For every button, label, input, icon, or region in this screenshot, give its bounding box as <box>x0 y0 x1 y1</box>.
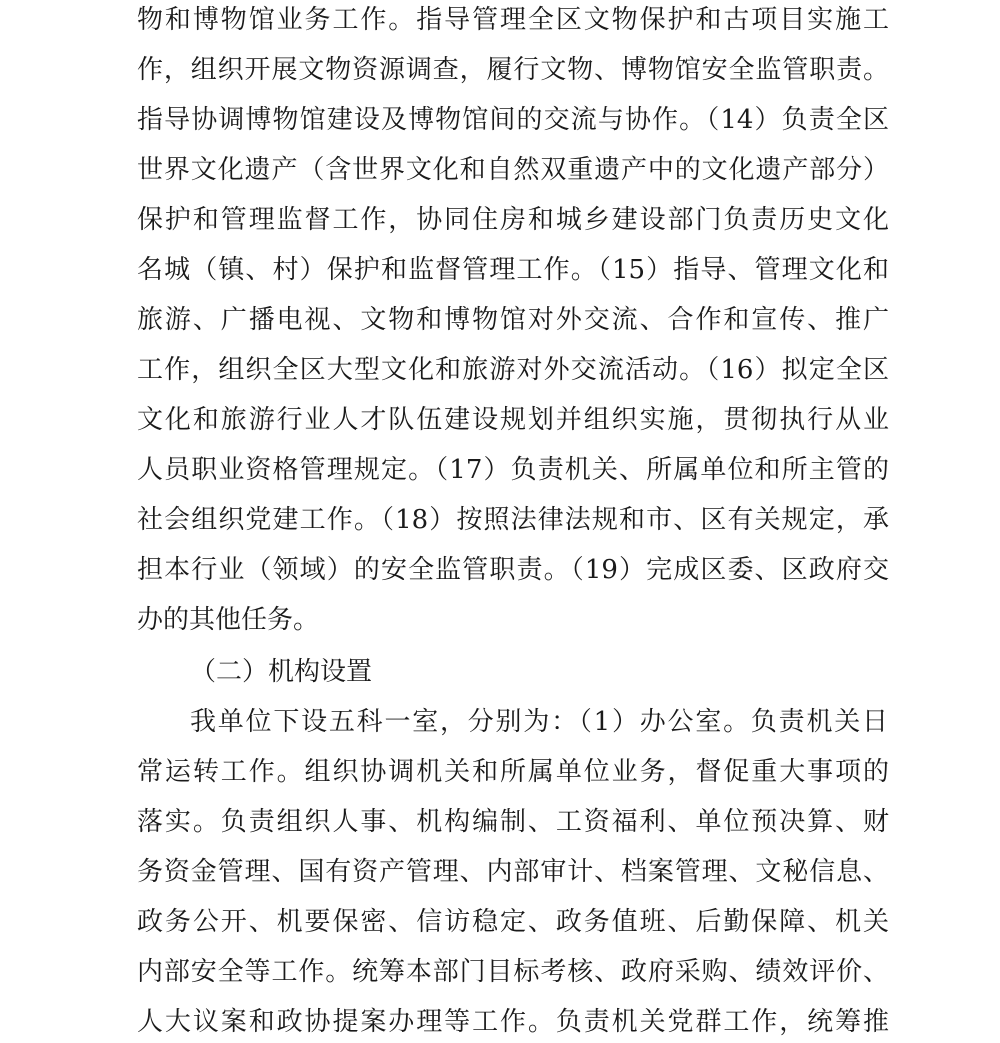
section-line-6: 内部安全等工作。统筹本部门目标考核、政府采购、绩效评价、 <box>137 957 889 987</box>
body-line-12: 担本行业（领域）的安全监管职责。（19）完成区委、区政府交 <box>137 555 889 585</box>
section-heading: （二）机构设置 <box>190 657 373 687</box>
body-line-1: 物和博物馆业务工作。指导管理全区文物保护和古项目实施工 <box>137 5 889 35</box>
body-line-2: 作，组织开展文物资源调查，履行文物、博物馆安全监管职责。 <box>137 55 889 85</box>
body-line-9: 文化和旅游行业人才队伍建设规划并组织实施，贯彻执行从业 <box>137 405 889 435</box>
body-line-13: 办的其他任务。 <box>137 605 320 635</box>
body-line-3: 指导协调博物馆建设及博物馆间的交流与协作。（14）负责全区 <box>137 105 889 135</box>
section-line-4: 务资金管理、国有资产管理、内部审计、档案管理、文秘信息、 <box>137 857 889 887</box>
section-line-7: 人大议案和政协提案办理等工作。负责机关党群工作，统筹推 <box>137 1007 889 1037</box>
section-line-3: 落实。负责组织人事、机构编制、工资福利、单位预决算、财 <box>137 807 889 837</box>
body-line-6: 名城（镇、村）保护和监督管理工作。（15）指导、管理文化和 <box>137 255 889 285</box>
body-line-11: 社会组织党建工作。（18）按照法律法规和市、区有关规定，承 <box>137 505 889 535</box>
section-line-1: 我单位下设五科一室，分别为：（1）办公室。负责机关日 <box>190 707 888 737</box>
section-line-2: 常运转工作。组织协调机关和所属单位业务，督促重大事项的 <box>137 757 889 787</box>
body-line-7: 旅游、广播电视、文物和博物馆对外交流、合作和宣传、推广 <box>137 305 889 335</box>
body-line-8: 工作，组织全区大型文化和旅游对外交流活动。（16）拟定全区 <box>137 355 889 385</box>
section-line-5: 政务公开、机要保密、信访稳定、政务值班、后勤保障、机关 <box>137 907 889 937</box>
body-line-5: 保护和管理监督工作，协同住房和城乡建设部门负责历史文化 <box>137 205 889 235</box>
body-line-10: 人员职业资格管理规定。（17）负责机关、所属单位和所主管的 <box>137 455 889 485</box>
body-line-4: 世界文化遗产（含世界文化和自然双重遗产中的文化遗产部分） <box>137 155 889 185</box>
